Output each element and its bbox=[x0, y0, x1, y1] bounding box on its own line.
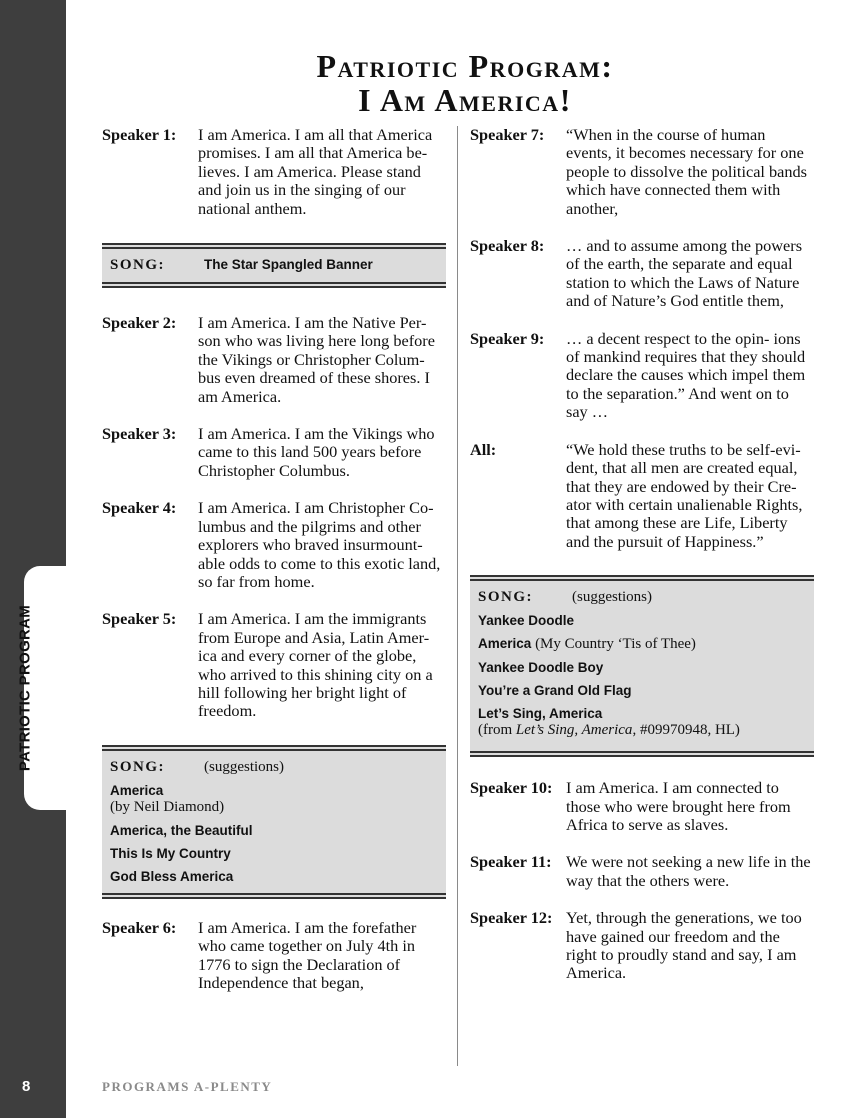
speaker-text: We were not seeking a new life in the way that the others were. bbox=[566, 852, 811, 890]
song-item-note bbox=[478, 722, 806, 739]
column-divider bbox=[457, 126, 458, 1066]
song-label: SONG: bbox=[110, 758, 166, 775]
source-prefix: (from bbox=[478, 722, 516, 739]
song-label: SONG: bbox=[478, 589, 534, 606]
speaker-entry bbox=[102, 126, 446, 218]
source-suffix: , #09970948, HL) bbox=[632, 722, 740, 739]
song-item: This Is My Country bbox=[110, 845, 231, 861]
speaker-entry bbox=[102, 499, 446, 591]
song-suggestions-note: (suggestions) bbox=[572, 589, 652, 606]
speaker-text: I am America. I am connected to those who were brought here from Africa to serve as slaves. bbox=[566, 778, 791, 834]
song-item: America bbox=[110, 782, 164, 798]
song-header bbox=[110, 759, 438, 776]
speaker-entry bbox=[470, 126, 814, 218]
speaker-label: Speaker 3: bbox=[102, 424, 177, 444]
speaker-entry bbox=[470, 330, 814, 422]
speaker-label: Speaker 11: bbox=[470, 852, 552, 872]
song-item: Yankee Doodle Boy bbox=[478, 660, 604, 676]
speaker-entry bbox=[102, 314, 446, 406]
speaker-text: … and to assume among the powers of the earth, the separate and equal station to which the Laws of Nature and of Nature’s God entitle them, bbox=[566, 236, 803, 311]
speaker-entry bbox=[470, 853, 814, 890]
song-box bbox=[102, 745, 446, 899]
song-item-title: America bbox=[478, 636, 532, 652]
song-item: Yankee Doodle bbox=[478, 613, 575, 629]
left-column bbox=[102, 126, 446, 992]
right-column bbox=[470, 126, 814, 983]
speaker-text: … a decent respect to the opin- ions of mankind requires that they should declare the causes which impel them to the separation.” And went on to say … bbox=[566, 328, 806, 422]
speaker-text: I am America. I am the forefather who came together on July 4th in 1776 to sign the Declaration of Independence that began, bbox=[198, 917, 417, 992]
speaker-label: Speaker 1: bbox=[102, 125, 177, 144]
section-tab-label: PATRIOTIC PROGRAM bbox=[16, 604, 34, 772]
song-item-note: (My Country ‘Tis of Thee) bbox=[535, 636, 696, 653]
speaker-label: Speaker 12: bbox=[470, 908, 553, 928]
song-header bbox=[110, 257, 438, 274]
speaker-label: Speaker 7: bbox=[470, 125, 545, 144]
speaker-entry bbox=[102, 610, 446, 720]
speaker-label: Speaker 6: bbox=[102, 917, 177, 937]
song-item: Let’s Sing, America bbox=[478, 706, 603, 722]
sidebar-band bbox=[0, 0, 66, 1118]
song-header bbox=[478, 589, 806, 606]
speaker-text: I am America. I am the Vikings who came to this land 500 years before Christopher Columbus. bbox=[198, 424, 435, 480]
song-suggestions-note: (suggestions) bbox=[204, 758, 284, 775]
speaker-text: I am America. I am all that America promises. I am all that America be- lieves. I am America. Please stand and join us in the singing of our national anthem. bbox=[198, 125, 433, 218]
speaker-entry bbox=[470, 909, 814, 983]
speaker-entry bbox=[470, 441, 814, 551]
speaker-text: I am America. I am the Native Per- son who was living here long before the Vikings or Christopher Colum- bus even dreamed of these shores. I am America. bbox=[198, 313, 435, 406]
page-title-line1: Patriotic Program: bbox=[316, 48, 614, 84]
song-item: You’re a Grand Old Flag bbox=[478, 683, 632, 699]
speaker-text: I am America. I am the immigrants from Europe and Asia, Latin Amer- ica and every corner of the globe, who arrived to this shining city on a hill following her bright light of freedom. bbox=[198, 609, 433, 721]
speaker-text: Yet, through the generations, we too have gained our freedom and the right to proudly stand and say, I am America. bbox=[566, 908, 802, 983]
speaker-label: Speaker 9: bbox=[470, 328, 545, 348]
speaker-label: Speaker 2: bbox=[102, 313, 177, 333]
song-item: God Bless America bbox=[110, 868, 234, 884]
page-title-line2: I Am America! bbox=[358, 82, 572, 118]
song-box bbox=[102, 243, 446, 288]
speaker-text: “We hold these truths to be self-evi- dent, that all men are created equal, that they are endowed by their Cre- ator with certain unalienable Rights, that among these are Life, Liberty and the pursuit of Happiness.” bbox=[566, 439, 803, 551]
speaker-label: Speaker 10: bbox=[470, 778, 553, 798]
speaker-label: All: bbox=[470, 439, 497, 459]
speaker-label: Speaker 4: bbox=[102, 498, 177, 518]
speaker-entry bbox=[102, 425, 446, 480]
footer-title: PROGRAMS A-PLENTY bbox=[102, 1079, 273, 1094]
song-item-note: (by Neil Diamond) bbox=[110, 798, 225, 815]
song-label: SONG: bbox=[110, 257, 166, 274]
song-box bbox=[470, 575, 814, 757]
speaker-entry bbox=[470, 779, 814, 834]
speaker-text: “When in the course of human events, it becomes necessary for one people to dissolve the political bands which have connected them with another, bbox=[566, 125, 808, 218]
speaker-entry bbox=[470, 237, 814, 311]
page-number: 8 bbox=[22, 1078, 31, 1095]
song-item: America, the Beautiful bbox=[110, 822, 253, 838]
song-title: The Star Spangled Banner bbox=[204, 257, 373, 273]
speaker-entry bbox=[102, 919, 446, 993]
speaker-label: Speaker 5: bbox=[102, 609, 177, 629]
song-item bbox=[478, 635, 806, 653]
speaker-label: Speaker 8: bbox=[470, 236, 545, 256]
source-title: Let’s Sing, America bbox=[515, 722, 633, 739]
speaker-text: I am America. I am Christopher Co- lumbus and the pilgrims and other explorers who braved insurmount- able odds to come to this exotic land, so far from home. bbox=[198, 498, 441, 591]
